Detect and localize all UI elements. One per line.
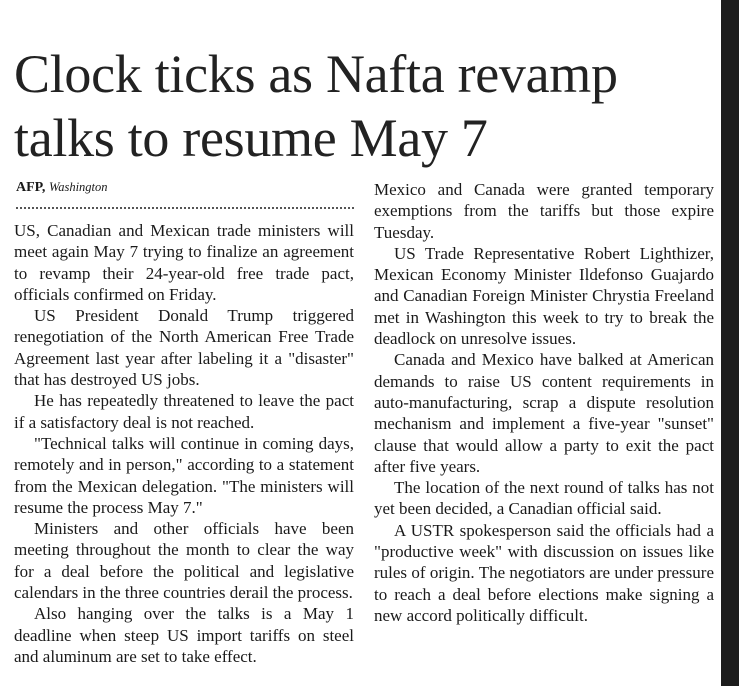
paragraph: US Trade Representative Robert Lighthizer, Mexican Economy Minister Ildefonso Guajardo and Canadian Foreign Minister Chrystia Freeland met in Washington this week to try to break the deadlock on unresolve issues. <box>374 243 714 349</box>
left-column <box>14 220 354 667</box>
paragraph: US, Canadian and Mexican trade ministers will meet again May 7 trying to finalize an agreement to revamp their 24-year-old free trade pact, officials confirmed on Friday. <box>14 221 354 304</box>
byline <box>16 180 108 196</box>
paragraph: Canada and Mexico have balked at American demands to raise US content requirements in auto-manufacturing, scrap a dispute resolution mechanism and implement a five-year "sunset" clause that would allow a party to exit the pact after five years. <box>374 350 714 476</box>
paragraph: US President Donald Trump triggered renegotiation of the North American Free Trade Agreement last year after labeling it a "disaster" that has destroyed US jobs. <box>14 306 354 390</box>
headline: Clock ticks as Nafta revamp talks to resume May 7 <box>14 44 618 168</box>
paragraph: A USTR spokesperson said the officials had a "productive week" with discussion on issues like rules of origin. The negotiators are under pressure to reach a deal before elections make signing a new accord politically difficult. <box>374 520 714 625</box>
paragraph: The location of the next round of talks has not yet been decided, a Canadian official said. <box>374 478 714 519</box>
paragraph: He has repeatedly threatened to leave the pact if a satisfactory deal is not reached. <box>14 391 354 432</box>
byline-location: Washington <box>48 180 108 194</box>
paragraph: Also hanging over the talks is a May 1 deadline when steep US import tariffs on steel and aluminum are set to take effect. <box>14 604 354 666</box>
page-edge-bar <box>721 0 739 686</box>
byline-agency: AFP, <box>16 180 46 195</box>
right-column <box>374 179 714 626</box>
paragraph: "Technical talks will continue in coming days, remotely and in person," according to a statement from the Mexican delegation. "The ministers will resume the process May 7." <box>14 433 354 517</box>
paragraph: Mexico and Canada were granted temporary exemptions from the tariffs but those expire Tuesday. <box>374 180 714 242</box>
byline-divider <box>16 207 354 209</box>
paragraph: Ministers and other officials have been meeting throughout the month to clear the way for a deal before the political and legislative calendars in the three countries derail the process. <box>14 519 354 603</box>
